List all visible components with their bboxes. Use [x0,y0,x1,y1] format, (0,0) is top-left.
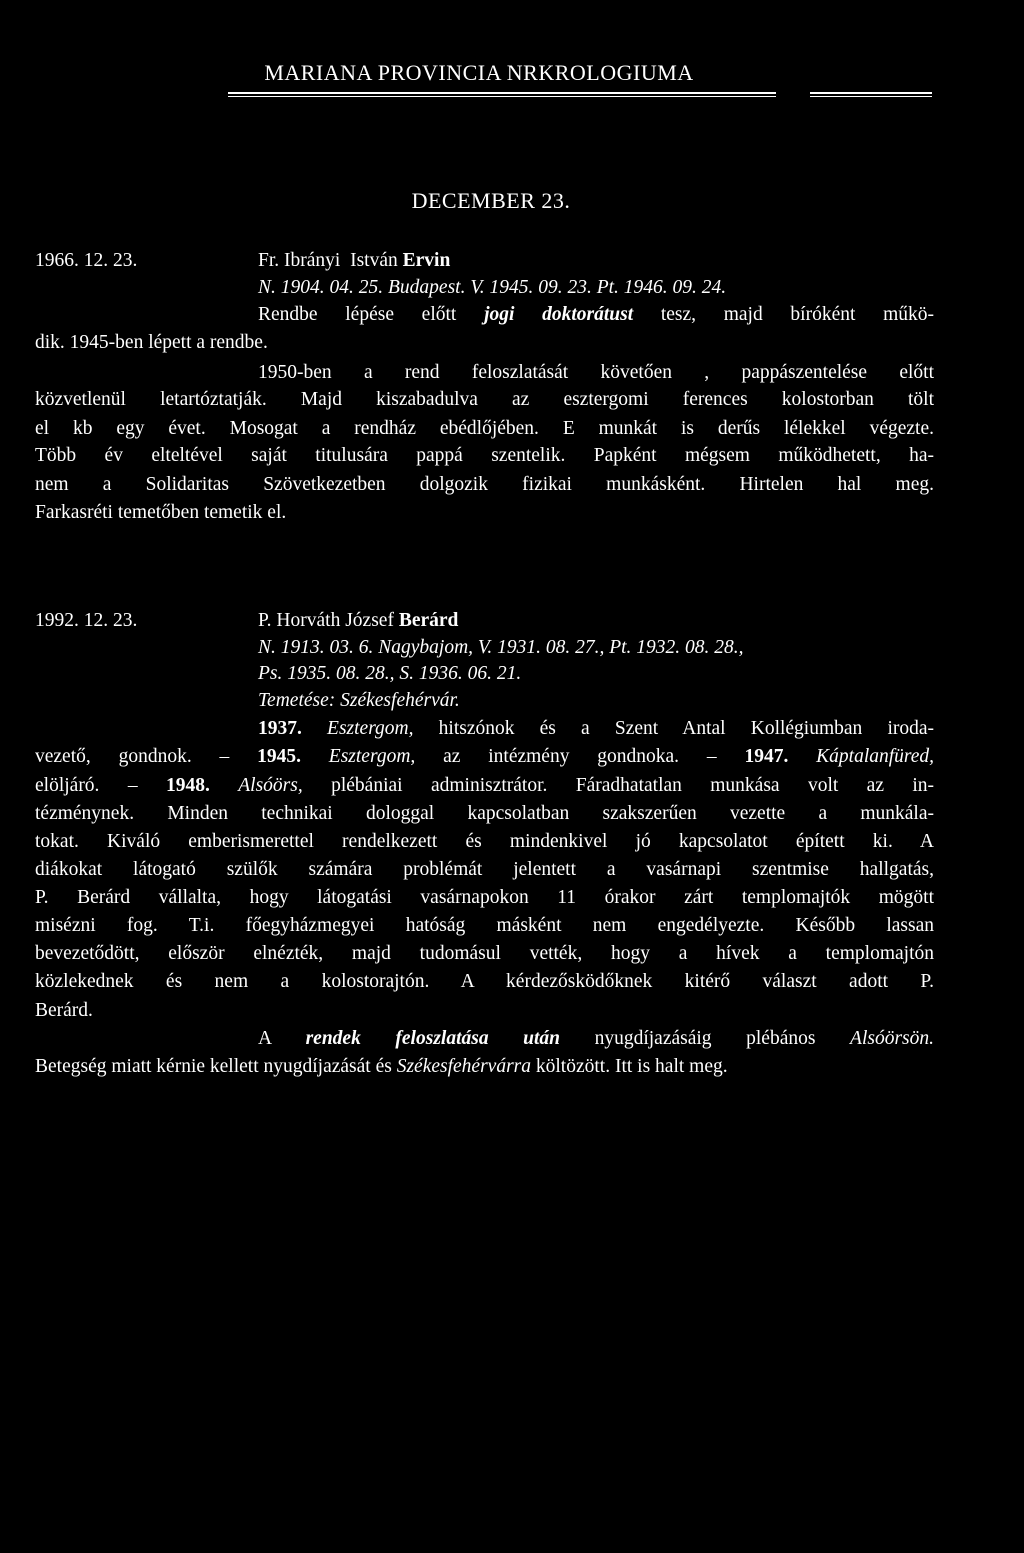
body-line: A rendek feloszlatása után nyugdíjazásáig plébános Alsóörsön. [258,1028,935,1049]
body-line: Rendbe lépése előtt jogi doktorátust tesz, majd bíróként műkö- [258,304,935,325]
body-line: diákokat látogató szülők számára problémát jelentett a vasárnapi szentmise hallgatás, [35,859,934,880]
running-header-title: MARIANA PROVINCIA NRKROLOGIUMA [264,60,694,85]
body-line: bevezetődött, először elnézték, majd tudomásul vették, hogy a hívek a templomajtón [35,943,934,964]
body-line: Több év elteltével saját titulusára pappá szentelik. Papként mégsem működhetett, ha- [35,445,934,466]
section-heading: DECEMBER 23. [411,188,571,213]
body-line: tézménynek. Minden technikai dologgal kapcsolatban szakszerűen vezette a munkála- [35,803,934,824]
body-line: vezető, gondnok. – 1945. Esztergom, az intézmény gondnoka. – 1947. Káptalanfüred, [35,746,935,767]
name-prefix: Fr. Ibrányi [258,250,341,271]
name-middle: István [350,250,398,271]
header-rule-left [228,92,776,94]
entry-date: 1992. 12. 23. [35,610,138,631]
header-rule-right [810,92,932,94]
body-line: 1937. Esztergom, hitszónok és a Szent Antal Kollégiumban iroda- [258,718,935,739]
body-line: elöljáró. – 1948. Alsóörs, plébániai adminisztrátor. Fáradhatatlan munkása volt az in- [35,775,935,796]
entry-burial: Temetése: Székesfehérvár. [258,690,460,711]
body-line: Betegség miatt kérnie kellett nyugdíjazását és Székesfehérvárra költözött. Itt is halt meg. [35,1056,728,1077]
entry-name [258,248,450,274]
body-line: tokat. Kiváló emberismerettel rendelkezett és mindenkivel jó kapcsolatot épített ki. A [35,831,934,852]
entry-dates-line: N. 1913. 03. 6. Nagybajom, V. 1931. 08. 27., Pt. 1932. 08. 28., [258,637,744,658]
body-line: Berárd. [35,1000,93,1021]
name-religious: Ervin [402,250,451,271]
body-line: 1950-ben a rend feloszlatását követően , pappászentelése előtt [258,362,934,383]
body-line: dik. 1945-ben lépett a rendbe. [35,332,268,353]
body-line: nem a Solidaritas Szövetkezetben dolgozik fizikai munkásként. Hirtelen hal meg. [35,474,934,495]
name-religious: Berárd [398,610,459,631]
body-line: misézni fog. T.i. főegyházmegyei hatóság másként nem engedélyezte. Később lassan [35,915,934,936]
entry-dates-line: N. 1904. 04. 25. Budapest. V. 1945. 09. 23. Pt. 1946. 09. 24. [258,277,727,298]
name-prefix: P. Horváth József [258,610,394,631]
body-line: közvetlenül letartóztatják. Majd kiszabadulva az esztergomi ferences kolostorban tölt [35,389,934,410]
body-line: P. Berárd vállalta, hogy látogatási vasárnapokon 11 órakor zárt templomajtók mögött [35,887,934,908]
entry-date: 1966. 12. 23. [35,250,138,271]
body-line: el kb egy évet. Mosogat a rendház ebédlőjében. E munkát is derűs lélekkel végezte. [35,418,934,439]
body-line: Farkasréti temetőben temetik el. [35,502,287,523]
body-line: közlekednek és nem a kolostorajtón. A kérdezősködőknek kitérő választ adott P. [35,971,934,992]
header-rule-right-thin [810,96,932,97]
entry-name [258,608,458,634]
header-rule-left-thin [228,96,776,97]
entry-dates-line: Ps. 1935. 08. 28., S. 1936. 06. 21. [258,663,522,684]
